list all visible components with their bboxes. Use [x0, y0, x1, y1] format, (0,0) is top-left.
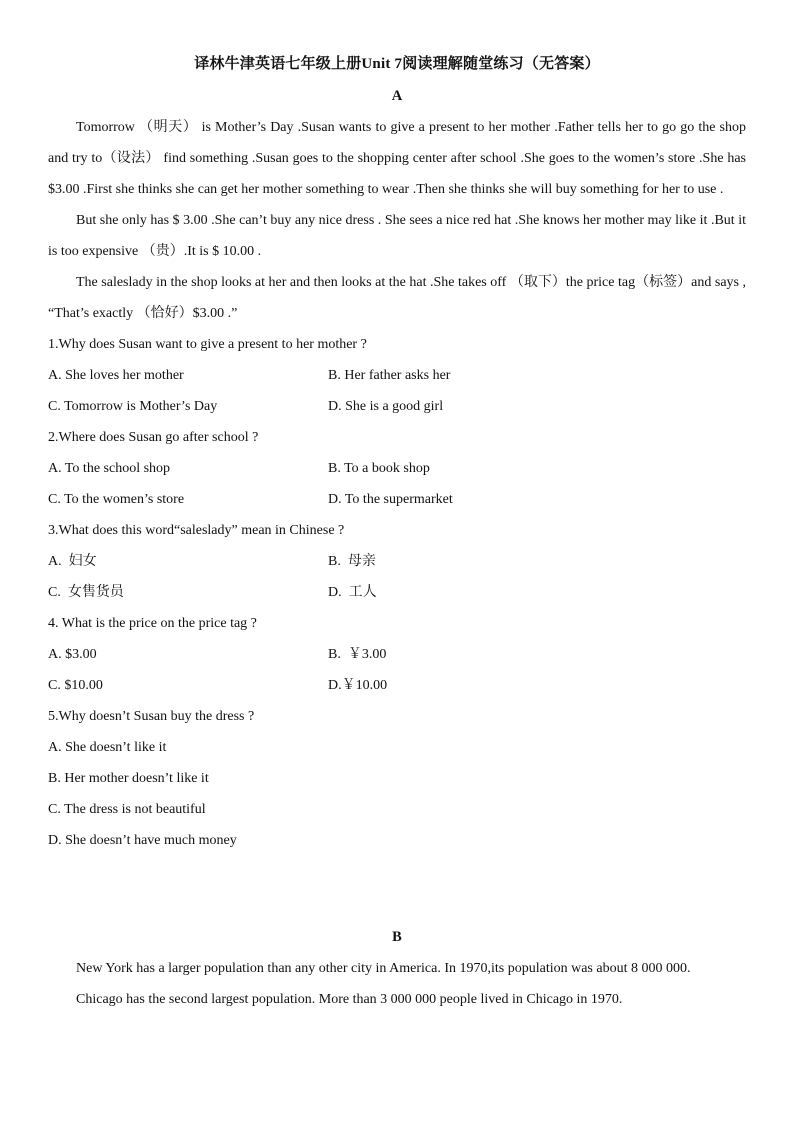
question-3	[48, 515, 746, 608]
question-2-option-b: B. To a book shop	[328, 461, 430, 476]
question-4	[48, 608, 746, 701]
question-4-text: 4. What is the price on the price tag ?	[48, 616, 257, 631]
question-2-option-d: D. To the supermarket	[328, 492, 453, 507]
document-title: 译林牛津英语七年级上册Unit 7阅读理解随堂练习（无答案）	[194, 56, 600, 72]
question-3-options	[48, 546, 746, 608]
question-5-text: 5.Why doesn’t Susan buy the dress ?	[48, 709, 255, 724]
question-4-option-d: D.￥10.00	[328, 678, 388, 693]
question-5-option-d: D. She doesn’t have much money	[48, 833, 237, 848]
question-3-text: 3.What does this word“saleslady” mean in Chinese ?	[48, 523, 345, 538]
question-1-option-c: C. Tomorrow is Mother’s Day	[48, 399, 218, 414]
question-3-option-d: D. 工人	[328, 585, 377, 600]
question-5-option-a: A. She doesn’t like it	[48, 740, 167, 755]
question-3-option-b: B. 母亲	[328, 554, 376, 569]
question-2	[48, 422, 746, 515]
question-1-option-d: D. She is a good girl	[328, 399, 444, 414]
passage-a-paragraph-2: But she only has $ 3.00 .She can’t buy any nice dress . She sees a nice red hat .She knows her mother may like it .But it is too expensive （贵）.It is $ 10.00 .	[48, 213, 746, 259]
question-5	[48, 701, 746, 856]
question-4-options	[48, 639, 746, 701]
question-5-option-c: C. The dress is not beautiful	[48, 802, 206, 817]
question-3-option-c: C. 女售货员	[48, 585, 124, 600]
section-a-label: A	[391, 88, 403, 104]
passage-b-paragraph-1: New York has a larger population than any other city in America. In 1970,its population was about 8 000 000.	[76, 961, 691, 976]
question-4-option-a: A. $3.00	[48, 647, 97, 662]
question-4-option-b: B. ￥3.00	[328, 647, 387, 662]
question-1	[48, 329, 746, 422]
section-b-content	[48, 953, 746, 1015]
passage-b-paragraph-2: Chicago has the second largest population. More than 3 000 000 people lived in Chicago in 1970.	[76, 992, 623, 1007]
question-2-option-c: C. To the women’s store	[48, 492, 185, 507]
question-1-options	[48, 360, 746, 422]
question-1-option-a: A. She loves her mother	[48, 368, 184, 383]
section-a-content	[48, 112, 746, 856]
question-4-option-c: C. $10.00	[48, 678, 103, 693]
passage-a-paragraph-1: Tomorrow （明天） is Mother’s Day .Susan wants to give a present to her mother .Father tells her to go go the shop and try to（设法） find something .Susan goes to the shopping center after school .She goes to the women’s store .She has $3.00 .First she thinks she can get her mother something to wear .Then she thinks she will buy something for her to use .	[48, 120, 746, 197]
question-2-text: 2.Where does Susan go after school ?	[48, 430, 259, 445]
question-2-option-a: A. To the school shop	[48, 461, 171, 476]
question-2-options	[48, 453, 746, 515]
question-1-text: 1.Why does Susan want to give a present to her mother ?	[48, 337, 367, 352]
section-b-label: B	[392, 929, 402, 945]
passage-a-paragraph-3: The saleslady in the shop looks at her and then looks at the hat .She takes off （取下）the price tag（标签）and says , “That’s exactly （恰好）$3.00 .”	[48, 275, 746, 321]
question-1-option-b: B. Her father asks her	[328, 368, 451, 383]
question-5-option-b: B. Her mother doesn’t like it	[48, 771, 209, 786]
question-3-option-a: A. 妇女	[48, 554, 97, 569]
